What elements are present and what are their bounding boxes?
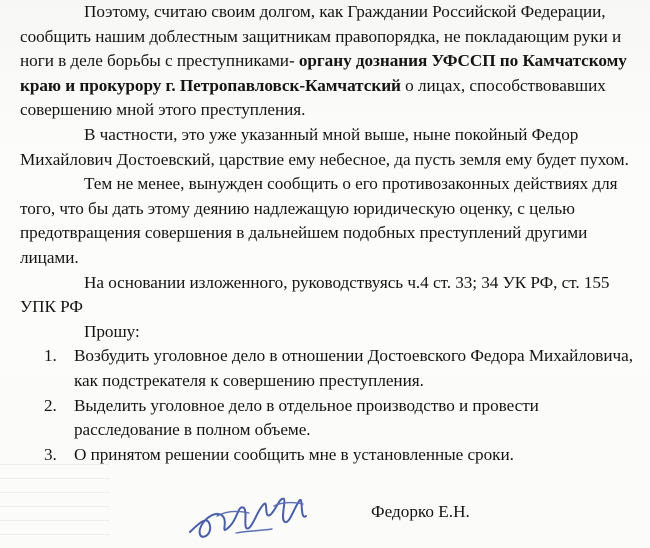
request-number-2: 2.	[44, 395, 57, 415]
request-list	[20, 344, 640, 467]
paragraph-duty-tail: о лицах, способствовавших совершению мной этого преступления.	[20, 75, 606, 120]
request-item-2	[20, 394, 640, 443]
paragraph-duty-text: Поэтому, считаю своим долгом, как Граждании Российской Федерации, сообщить нашим доблестным защитникам правопорядка, не покладающим руки и ноги в деле борьбы с преступниками-	[20, 2, 622, 71]
paragraph-duty	[20, 0, 640, 123]
signer-name: Федорко Е.Н.	[371, 502, 470, 521]
document-body	[20, 0, 640, 467]
request-number-1: 1.	[44, 346, 57, 366]
request-text-2: Выделить уголовное дело в отдельное производство и провести расследование в полном объеме.	[74, 395, 539, 440]
request-title: Прошу:	[84, 321, 140, 341]
paragraph-report: Тем не менее, вынужден сообщить о его противозаконных действиях для того, что бы дать этому деянию надлежащую юридическую оценку, с целью предотвращения совершения в дальнейшем подобных преступлений другими лицами.	[20, 174, 618, 267]
paragraph-specifics: В частности, это уже указанный мной выше, ныне покойный Федор Михайлович Достоевский, царствие ему небесное, да пусть земля ему будет пухом.	[20, 124, 629, 169]
handwritten-signature	[182, 484, 332, 548]
paragraph-legal-basis: На основании изложенного, руководствуясь ч.4 ст. 33; 34 УК РФ, ст. 155 УПК РФ	[20, 272, 610, 317]
request-text-1: Возбудить уголовное дело в отношении Достоевского Федора Михайловича, как подстрекателя к совершению преступления.	[74, 346, 633, 390]
request-text-3: О принятом решении сообщить мне в установленные сроки.	[74, 444, 514, 464]
paragraph-duty-recipients: органу дознания УФССП по Камчатскому краю и прокурору г. Петропавловск-Камчатский	[20, 51, 627, 95]
request-number-3: 3.	[44, 444, 57, 464]
request-item-3	[20, 443, 640, 468]
request-item-1	[20, 344, 640, 393]
